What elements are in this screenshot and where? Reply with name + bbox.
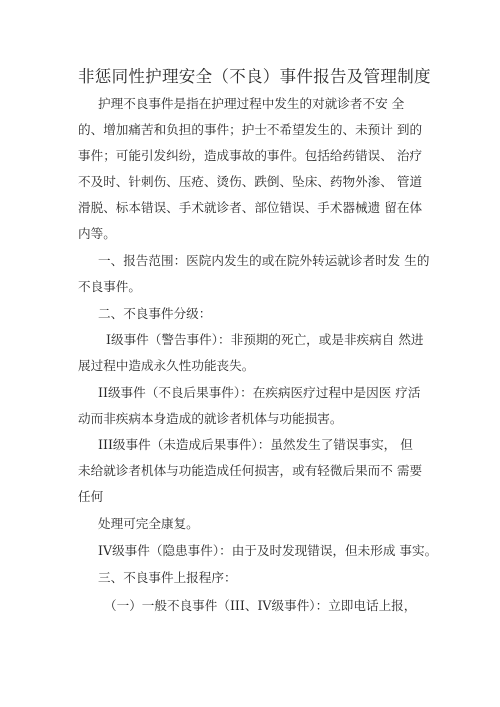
body-line-2: 的、增加痛苦和负担的事件；护士不希望发生的、未预计 到的 — [78, 122, 423, 137]
section-3-item-1: （一）一般不良事件（III、IV级事件）：立即电话上报， — [104, 598, 417, 613]
level-3-line-4: 处理可完全康复。 — [98, 516, 199, 531]
level-3-line-2: 未给就诊者机体与功能造成任何损害，或有轻微后果而不 需要 — [78, 463, 423, 478]
section-1-line-2: 不良事件。 — [78, 279, 141, 294]
level-4-line-1: IV级事件（隐患事件）：由于及时发现错误，但未形成 事实。 — [98, 543, 438, 558]
section-1-heading: 一、报告范围：医院内发生的或在院外转运就诊者时发 生的 — [98, 253, 430, 268]
level-2-line-1: II级事件（不良后果事件）：在疾病医疗过程中是因医 疗活 — [98, 385, 421, 400]
section-2-heading: 二、不良事件分级： — [98, 306, 212, 321]
level-3-line-3: 任何 — [78, 489, 104, 504]
body-line-3: 事件；可能引发纠纷，造成事故的事件。包括给药错误、 治疗 — [78, 148, 423, 163]
level-2-line-2: 动而非疾病本身造成的就诊者机体与功能损害。 — [78, 411, 343, 426]
document-title: 非惩同性护理安全（不良）事件报告及管理制度 — [78, 67, 431, 86]
body-line-4: 不及时、针刺伤、压疮、烫伤、跌倒、坠床、药物外渗、 管道 — [78, 174, 423, 189]
level-1-line-1: I级事件（警告事件）：非预期的死亡，或是非疾病自 然进 — [106, 332, 424, 347]
section-3-heading: 三、不良事件上报程序： — [98, 570, 237, 585]
body-line-5: 滑脱、标本错误、手术就诊者、部位错误、手术器械遗 留在体 — [78, 200, 423, 215]
level-3-line-1: III级事件（未造成后果事件）：虽然发生了错误事实， 但 — [98, 437, 413, 452]
body-line-1: 护理不良事件是指在护理过程中发生的对就诊者不安 全 — [98, 96, 405, 111]
level-1-line-2: 展过程中造成永久性功能丧失。 — [78, 358, 255, 373]
body-line-6: 内等。 — [78, 226, 116, 241]
